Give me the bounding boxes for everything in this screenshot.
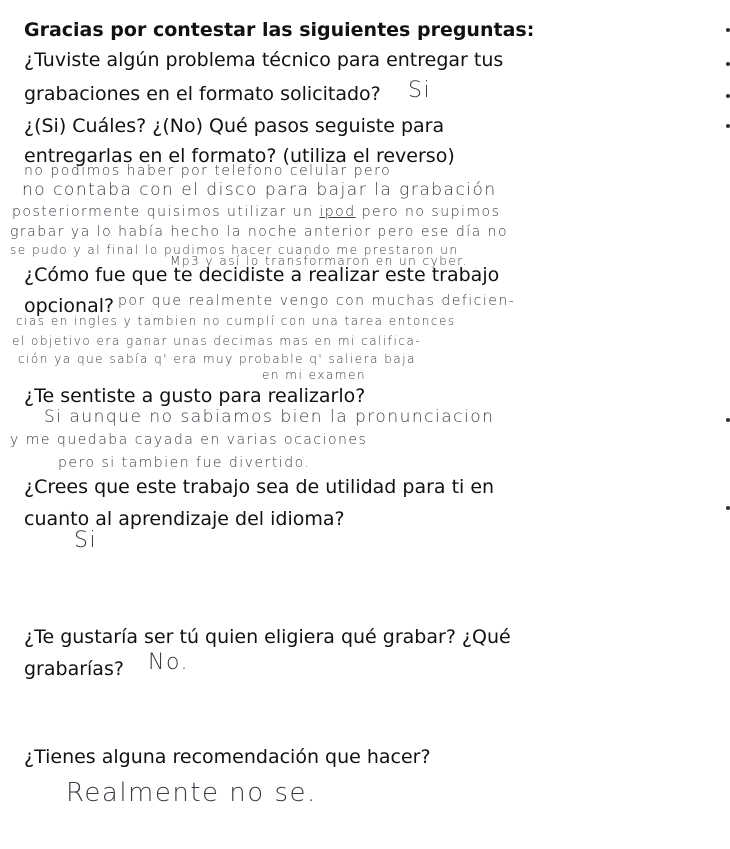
question-4-line-2: cuanto al aprendizaje del idioma? — [24, 508, 345, 530]
question-1-line-3: ¿(Si) Cuáles? ¿(No) Qué pasos seguiste para — [24, 115, 445, 137]
survey-intro: Gracias por contestar las siguientes preguntas: — [24, 19, 535, 41]
answer-2-line-2: cias en ingles y tambien no cumplí con una tarea entonces — [16, 314, 456, 328]
margin-dot — [726, 506, 730, 510]
answer-1-line-3 — [12, 204, 500, 220]
answer-1-line-6: Mp3 y así lo transformaron en un cyber. — [170, 254, 468, 268]
answer-2-line-3: el objetivo era ganar unas decimas mas en mi califica- — [12, 334, 422, 348]
margin-dot — [726, 418, 730, 422]
question-5-line-2: grabarías? — [24, 658, 124, 680]
answer-1-line-4: grabar ya lo había hecho la noche anterior pero ese día no — [10, 224, 509, 240]
question-3-line-1: ¿Te sentiste a gusto para realizarlo? — [24, 385, 366, 407]
answer-4-si: Si — [74, 528, 98, 553]
answer-3-line-3: pero si tambien fue divertido. — [58, 455, 311, 471]
answer-3-line-1: Si aunque no sabiamos bien la pronunciacion — [44, 407, 495, 427]
answer-2-line-4: ción ya que sabía q' era muy probable q' saliera baja — [18, 352, 416, 366]
answer-1-line-1: no podimos haber por telefono celular pero — [24, 163, 392, 179]
margin-dot — [726, 124, 730, 128]
question-1-line-2: grabaciones en el formato solicitado? — [24, 83, 381, 105]
answer-1-line-5: se pudo y al final lo pudimos hacer cuando me prestaron un — [10, 243, 459, 257]
question-1-line-4: entregarlas en el formato? (utiliza el reverso) — [24, 145, 455, 167]
answer-2-line-1: por que realmente vengo con muchas deficien- — [118, 293, 516, 309]
answer-6: Realmente no se. — [66, 778, 317, 808]
answer-1-line-3-end: pero no supimos — [355, 204, 501, 220]
answer-1-line-3-start: posteriormente quisimos utilizar un — [12, 204, 320, 220]
answer-1-ipod: ipod — [319, 204, 356, 220]
answer-1-si: Si — [408, 78, 432, 103]
question-6-line-1: ¿Tienes alguna recomendación que hacer? — [24, 746, 431, 768]
question-2-line-1: ¿Cómo fue que te decidiste a realizar este trabajo — [24, 264, 500, 286]
question-4-line-1: ¿Crees que este trabajo sea de utilidad para ti en — [24, 476, 495, 498]
answer-1-line-2: no contaba con el disco para bajar la grabación — [22, 180, 497, 200]
margin-dot — [726, 94, 730, 98]
margin-dot — [726, 28, 730, 32]
answer-5-no: No. — [148, 650, 190, 675]
question-2-line-2: opcional? — [24, 295, 115, 317]
answer-2-line-5: en mi examen — [262, 368, 366, 382]
question-1-line-1: ¿Tuviste algún problema técnico para entregar tus — [24, 49, 504, 71]
margin-dot — [726, 62, 730, 66]
answer-3-line-2: y me quedaba cayada en varias ocaciones — [10, 432, 368, 448]
question-5-line-1: ¿Te gustaría ser tú quien eligiera qué grabar? ¿Qué — [24, 626, 511, 648]
